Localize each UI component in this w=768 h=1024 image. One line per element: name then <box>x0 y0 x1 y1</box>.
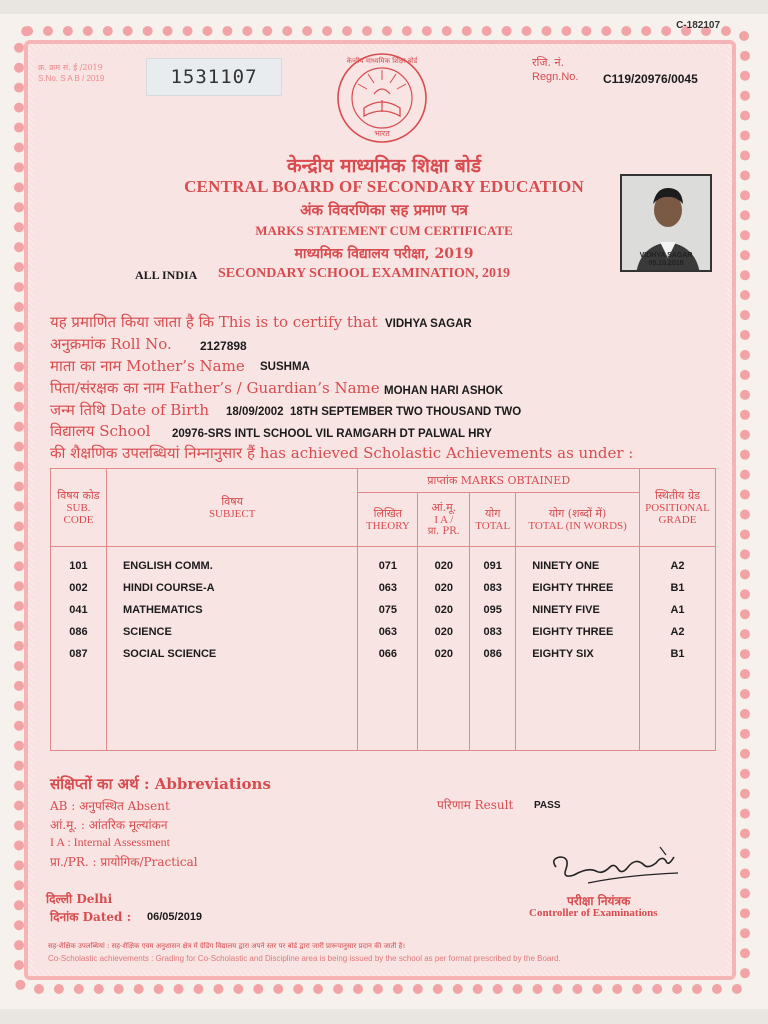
mother-name: SUSHMA <box>260 361 310 373</box>
all-india-label: ALL INDIA <box>135 268 198 282</box>
col-total-words <box>516 547 640 751</box>
school-name: 20976-SRS INTL SCHOOL VIL RAMGARH DT PALWAL HRY <box>172 428 492 440</box>
controller-title-hindi: परीक्षा नियंत्रक <box>567 894 631 908</box>
table-cell-grade: B1 <box>670 582 685 594</box>
emblem-bottom-text: भारत <box>374 129 390 138</box>
result-value: PASS <box>534 800 561 811</box>
roll-label: अनुक्रमांक Roll No. <box>50 335 172 353</box>
board-name-hindi: केन्द्रीय माध्यमिक शिक्षा बोर्ड <box>287 155 481 177</box>
marks-table <box>50 468 716 751</box>
exam-title: SECONDARY SCHOOL EXAMINATION, 2019 <box>218 266 510 281</box>
controller-signature <box>548 845 688 895</box>
top-code: C-182107 <box>676 20 720 31</box>
table-cell-words: EIGHTY SIX <box>532 648 594 660</box>
table-cell-grade: A2 <box>670 560 685 572</box>
board-name: CENTRAL BOARD OF SECONDARY EDUCATION <box>184 177 584 196</box>
date-of-birth: 18/09/2002 18TH SEPTEMBER TWO THOUSAND TWO <box>226 406 522 418</box>
registration-label: रजि. नं. Regn.No. <box>532 56 579 83</box>
table-cell-total: 095 <box>483 604 502 616</box>
dated-label: दिनांक Dated : <box>50 910 131 924</box>
result-label: परिणाम Result <box>437 798 514 812</box>
abbrev-practical: प्रा./PR. : प्रायोगिक/Practical <box>50 855 198 869</box>
header-theory: लिखित THEORY <box>358 493 418 547</box>
table-cell-subject: SOCIAL SCIENCE <box>122 648 217 660</box>
exam-title-hindi: माध्यमिक विद्यालय परीक्षा, 2019 <box>294 246 474 262</box>
table-cell-total: 083 <box>483 626 502 638</box>
table-cell-code: 087 <box>69 648 88 660</box>
table-cell-grade: A1 <box>670 604 685 616</box>
abbreviations-title: संक्षिप्तों का अर्थ : Abbreviations <box>50 775 271 793</box>
dob-label: जन्म तिथि Date of Birth <box>50 401 209 419</box>
table-cell-ia: 020 <box>434 648 453 660</box>
serial-label: क्र. क्रम सं. ई /2019 S.No. S A B / 2019 <box>38 63 105 83</box>
footer-note-hindi: सह-शैक्षिक उपलब्धियां : सह-शैक्षिक एवम अनुशासन क्षेत्र में ग्रेडिंग विद्यालय द्वारा अपने स्तर पर बोर्ड द्वारा जारी प्रारूपानुसार प्रदान की जाती है। <box>48 942 405 950</box>
table-cell-theory: 063 <box>378 626 398 638</box>
table-cell-grade: B1 <box>670 648 685 660</box>
table-cell-code: 086 <box>69 626 88 638</box>
table-cell-code: 101 <box>69 560 88 572</box>
table-cell-theory: 063 <box>378 582 398 594</box>
certificate-title-hindi: अंक विवरणिका सह प्रमाण पत्र <box>300 201 468 219</box>
emblem-top-text: केन्द्रीय माध्यमिक शिक्षा बोर्ड <box>346 57 418 65</box>
registration-number: C119/20976/0045 <box>603 72 698 86</box>
father-name: MOHAN HARI ASHOK <box>384 385 504 397</box>
roll-number: 2127898 <box>200 339 247 353</box>
table-cell-theory: 071 <box>378 560 398 572</box>
table-cell-code: 002 <box>69 582 88 594</box>
table-cell-ia: 020 <box>434 604 453 616</box>
table-cell-subject: ENGLISH COMM. <box>122 560 213 572</box>
candidate-name: VIDHYA SAGAR <box>385 318 472 330</box>
header-subject: विषय SUBJECT <box>106 469 357 547</box>
table-cell-words: NINETY FIVE <box>532 604 600 616</box>
footer-note: Co-Scholastic achievements : Grading for Co-Scholastic and Discipline area is being issued by the school as per format prescribed by the Board. <box>48 954 561 963</box>
table-cell-ia: 020 <box>434 560 453 572</box>
achievements-label: की शैक्षणिक उपलब्धियां निम्नानुसार हैं has achieved Scholastic Achievements as under : <box>50 444 634 462</box>
col-ia <box>418 547 470 751</box>
table-cell-total: 083 <box>483 582 502 594</box>
table-cell-theory: 066 <box>378 648 398 660</box>
place-label: दिल्ली Delhi <box>46 892 113 906</box>
father-name-label: पिता/संरक्षक का नाम Father’s / Guardian’s Name <box>50 379 380 397</box>
school-label: विद्यालय School <box>50 422 151 440</box>
header-ia: आं.मू. I A / प्रा. PR. <box>418 493 470 547</box>
col-total <box>470 547 516 751</box>
table-cell-code: 041 <box>69 604 88 616</box>
table-cell-subject: HINDI COURSE-A <box>122 582 215 594</box>
table-cell-subject: MATHEMATICS <box>122 604 203 616</box>
table-cell-words: EIGHTY THREE <box>532 582 614 594</box>
table-cell-ia: 020 <box>434 582 453 594</box>
header-grade: स्थितीय ग्रेड POSITIONAL GRADE <box>639 469 715 547</box>
table-cell-total: 086 <box>483 648 502 660</box>
header-marks-obtained: प्राप्तांक MARKS OBTAINED <box>358 469 640 493</box>
header-sub-code: विषय कोड SUB. CODE <box>51 469 107 547</box>
table-cell-theory: 075 <box>378 604 398 616</box>
table-cell-total: 091 <box>483 560 502 572</box>
mother-name-label: माता का नाम Mother’s Name <box>50 357 245 375</box>
col-subject <box>106 547 357 751</box>
header-total-words: योग (शब्दों में) TOTAL (IN WORDS) <box>516 493 640 547</box>
header-total: योग TOTAL <box>470 493 516 547</box>
cbse-emblem-icon <box>330 50 434 154</box>
col-code <box>51 547 107 751</box>
controller-title: Controller of Examinations <box>529 907 658 919</box>
issue-date: 06/05/2019 <box>147 911 203 923</box>
table-cell-ia: 020 <box>434 626 453 638</box>
table-cell-grade: A2 <box>670 626 685 638</box>
table-cell-subject: SCIENCE <box>122 626 172 638</box>
certificate-title: MARKS STATEMENT CUM CERTIFICATE <box>255 223 513 238</box>
col-grade <box>639 547 715 751</box>
table-cell-words: EIGHTY THREE <box>532 626 614 638</box>
serial-number: 1531107 <box>146 58 282 96</box>
abbrev-ia-hindi: आं.मू. : आंतरिक मूल्यांकन <box>50 818 168 832</box>
table-cell-words: NINETY ONE <box>532 560 600 572</box>
abbrev-absent: AB : अनुपस्थित Absent <box>50 799 170 813</box>
certify-label: यह प्रमाणित किया जाता है कि This is to certify that <box>50 313 378 331</box>
col-theory <box>358 547 418 751</box>
photo-caption: VIDHYA SAGAR 05.10.2018 <box>639 252 693 267</box>
abbrev-ia: I A : Internal Assessment <box>50 835 170 849</box>
